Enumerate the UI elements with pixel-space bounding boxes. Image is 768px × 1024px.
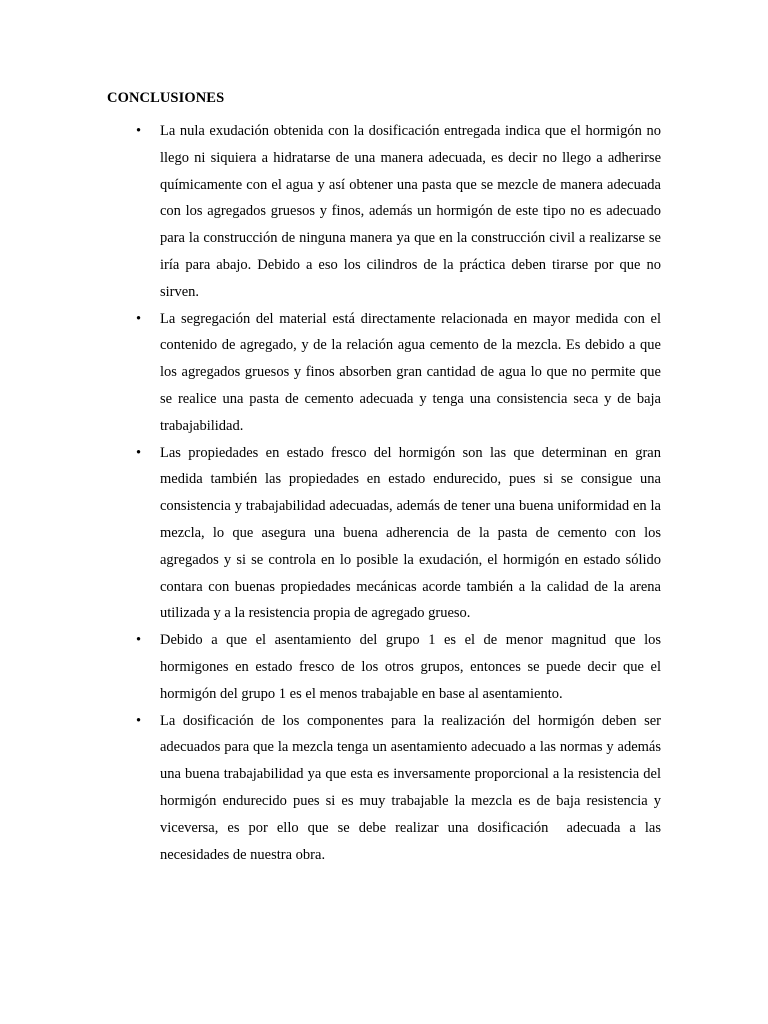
bullet-icon: • xyxy=(136,123,142,139)
list-item-text: La nula exudación obtenida con la dosificación entregada indica que el hormigón no llego ni siquiera a hidratarse de una manera adecuada, es decir no llego a adherirse químicamente con el agua y así obtener una pasta que se mezcle de manera adecuada con los agregados gruesos y finos, además un hormigón de este tipo no es adecuado para la construcción de ninguna manera ya que en la construcción civil a realizarse se iría para abajo. Debido a eso los cilindros de la práctica deben tirarse por que no sirven. xyxy=(160,123,665,300)
list-item xyxy=(0,440,665,628)
bullet-icon: • xyxy=(136,444,142,461)
bullet-icon: • xyxy=(136,310,142,327)
section-heading: CONCLUSIONES xyxy=(107,90,225,106)
list-item xyxy=(0,306,669,440)
list-item-text: La segregación del material está directamente relacionada en mayor medida con el contenido de agregado, y de la relación agua cemento de la mezcla. Es debido a que los agregados gruesos y finos absorben gran cantidad de agua lo que no permite que se realice una pasta de cemento adecuada y tenga una consistencia seca y de baja trabajabilidad. xyxy=(160,310,669,434)
bullet-icon: • xyxy=(136,712,142,729)
list-item xyxy=(0,118,665,306)
list-item-text: Las propiedades en estado fresco del hormigón son las que determinan en gran medida también las propiedades en estado endurecido, pues si se consigue una consistencia y trabajabilidad adecuadas, además de tener una buena uniformidad en la mezcla, lo que asegura una buena adherencia de la pasta de cemento con los agregados y si se controla en lo posible la exudación, el hormigón en estado sólido contara con buenas propiedades mecánicas acorde también a la calidad de la arena utilizada y a la resistencia propia de agregado grueso. xyxy=(160,444,665,622)
list-item-text: La dosificación de los componentes para la realización del hormigón deben ser adecuados para que la mezcla tenga un asentamiento adecuado a las normas y además una buena trabajabilidad ya que esta es inversamente proporcional a la resistencia del hormigón endurecido pues si es muy trabajable la mezcla es de baja resistencia y viceversa, es por ello que se debe realizar una dosificación adecuada a las necesidades de nuestra obra. xyxy=(160,712,665,863)
list-item xyxy=(0,627,665,707)
bullet-icon: • xyxy=(136,632,142,649)
list-item xyxy=(0,708,665,869)
list-item-text: Debido a que el asentamiento del grupo 1 es el de menor magnitud que los hormigones en estado fresco de los otros grupos, entonces se puede decir que el hormigón del grupo 1 es el menos trabajable en base al asentamiento. xyxy=(160,632,665,702)
conclusions-list xyxy=(0,118,669,868)
